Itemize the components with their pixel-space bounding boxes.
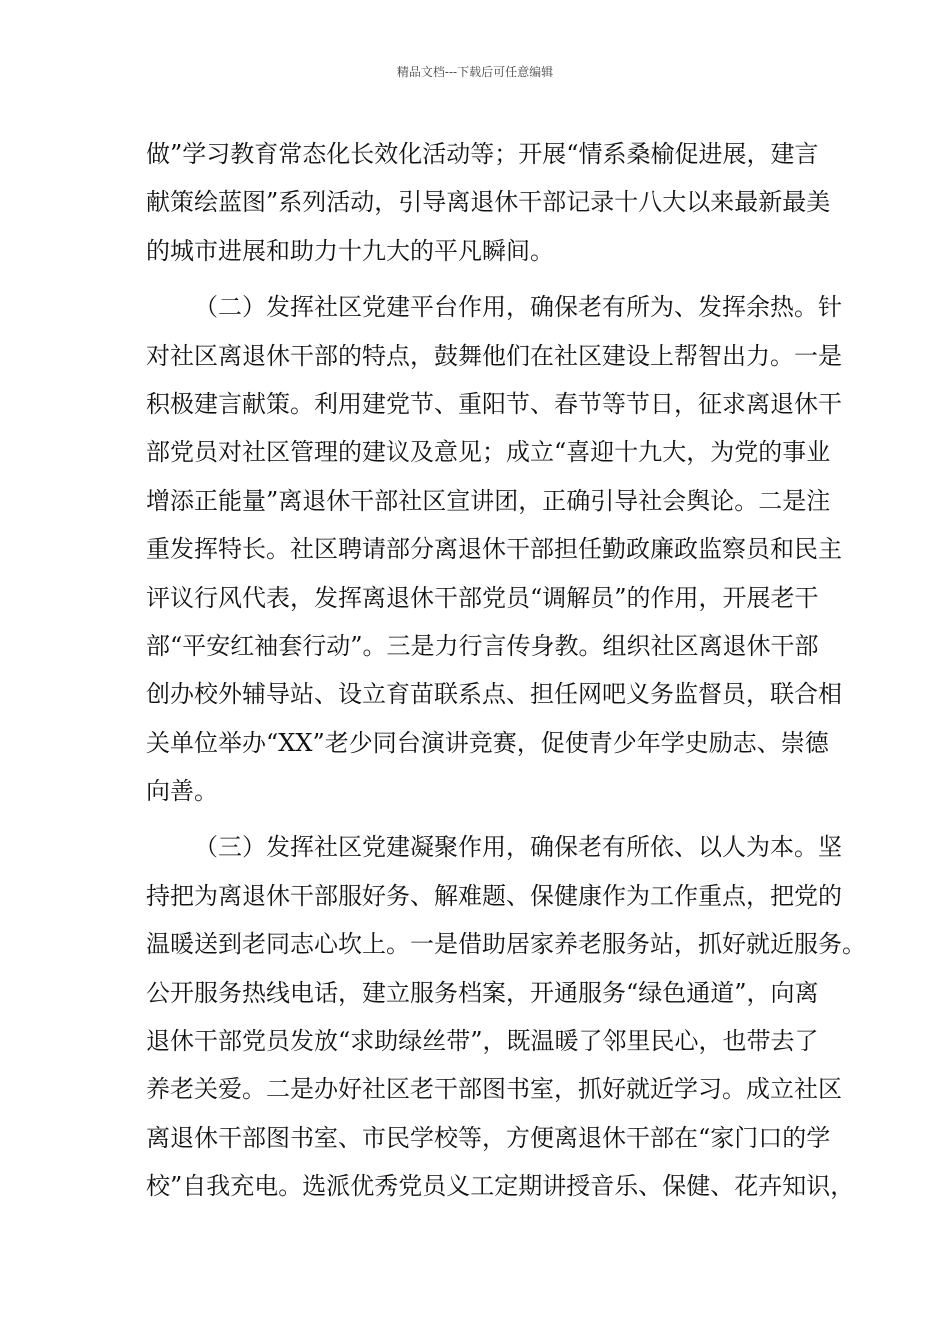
text-line: 积极建言献策。利用建党节、重阳节、春节等节日，征求离退休干 [146,389,842,418]
text-line: 关单位举办“XX”老少同台演讲竞赛，促使青少年学史励志、崇德 [146,728,829,757]
text-line: 部“平安红袖套行动”。三是力行言传身教。组织社区离退休干部 [146,631,819,660]
text-line: 离退休干部图书室、市民学校等，方便离退休干部在“家门口的学 [146,1123,831,1152]
page-header: 精品文档---下载后可任意编辑 [396,65,554,79]
text-line: （三）发挥社区党建凝聚作用，确保老有所依、以人为本。坚 [194,833,842,862]
text-line: 养老关爱。二是办好社区老干部图书室，抓好就近学习。成立社区 [146,1075,842,1104]
paragraph [146,823,866,1210]
text-line: 退休干部党员发放“求助绿丝带”，既温暖了邻里民心，也带去了 [146,1027,819,1056]
paragraph [146,130,831,275]
document-body [146,130,866,1211]
text-line: （二）发挥社区党建平台作用，确保老有所为、发挥余热。针 [194,293,842,322]
text-line: 做”学习教育常态化长效化活动等；开展“情系桑榆促进展，建言 [146,140,819,168]
text-line: 对社区离退休干部的特点，鼓舞他们在社区建设上帮智出力。一是 [146,341,842,370]
text-line: 增添正能量”离退休干部社区宣讲团，正确引导社会舆论。二是注 [146,486,831,515]
text-line: 部党员对社区管理的建议及意见；成立“喜迎十九大，为党的事业 [146,438,831,467]
text-line: 重发挥特长。社区聘请部分离退休干部担任勤政廉政监察员和民主 [146,535,842,564]
text-line: 温暖送到老同志心坎上。一是借助居家养老服务站，抓好就近服务。 [146,930,866,959]
text-line: 持把为离退休干部服好务、解难题、保健康作为工作重点，把党的 [146,881,842,910]
text-line: 向善。 [146,777,218,806]
text-line: 公开服务热线电话，建立服务档案，开通服务“绿色通道”，向离 [146,978,819,1007]
text-line: 创办校外辅导站、设立育苗联系点、担任网吧义务监督员，联合相 [146,680,842,709]
paragraph [146,283,842,815]
text-line: 的城市进展和助力十九大的平凡瞬间。 [146,236,554,265]
text-line: 校”自我充电。选派优秀党员义工定期讲授音乐、保健、花卉知识， [146,1172,855,1201]
text-line: 评议行风代表，发挥离退休干部党员“调解员”的作用，开展老干 [146,583,819,612]
text-line: 献策绘蓝图”系列活动，引导离退休干部记录十八大以来最新最美 [146,188,831,217]
